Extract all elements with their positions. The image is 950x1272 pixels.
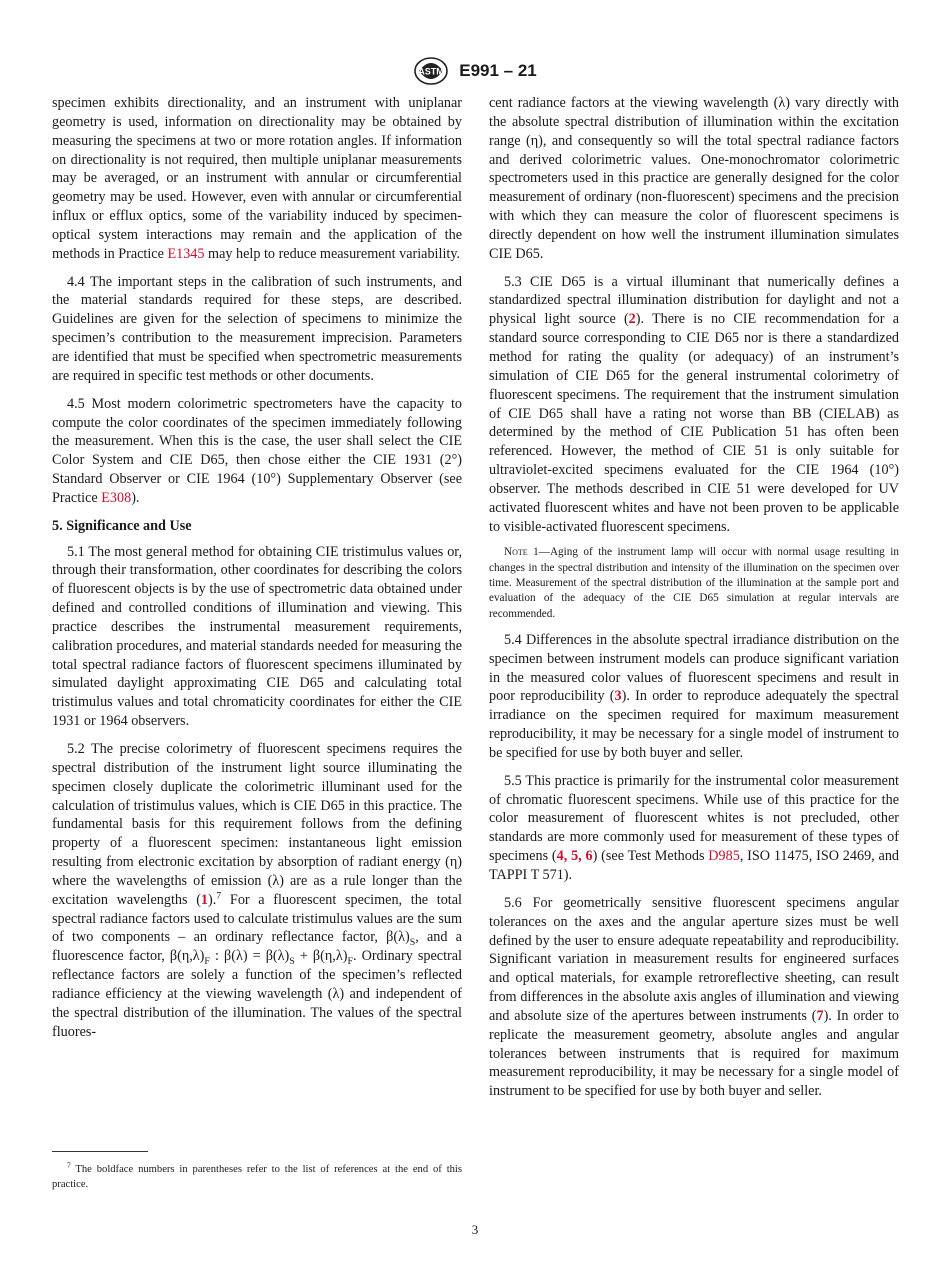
paragraph-5-5: 5.5 This practice is primarily for the instrumental color measurement of chromatic fluorescent specimens. While use of this practice for the color measurement of fluorescent whites is not precluded, other standards are more commonly used for measurement of these types of specimens (4, 5, 6) (see Test Methods D985, ISO 11475, ISO 2469, and TAPPI T 571). xyxy=(489,772,900,884)
left-column xyxy=(52,94,462,1051)
paragraph-4-5: 4.5 Most modern colorimetric spectrometers have the capacity to compute the color coordinates of the specimen immediately following the measurement. When this is the case, the user shall select the CIE Color System and CIE D65, then chose either the CIE 1931 (2°) Standard Observer or CIE 1964 (10°) Supplementary Observer (see Practice E308). xyxy=(52,395,462,506)
right-column xyxy=(489,94,899,1110)
page-number: 3 xyxy=(471,1222,479,1237)
link-d985[interactable]: D985 xyxy=(708,848,740,865)
footnote-marker[interactable]: 7 xyxy=(216,890,222,902)
svg-text:ASTM: ASTM xyxy=(418,66,444,77)
link-e308[interactable]: E308 xyxy=(101,489,132,506)
reference-1[interactable]: 1 xyxy=(200,891,209,908)
astm-logo-icon xyxy=(413,57,449,85)
paragraph-5-6: 5.6 For geometrically sensitive fluorescent specimens angular tolerances on the axes and the angular aperture sizes must be well defined by the user to ensure adequate repeatability and reproducibility. Significant variation in measurement results for engineered surfaces and optical materials, for example retroreflective sheeting, can result from differences in the absolute axis angles of illumination and viewing and absolute size of the apertures between instruments (7). In order to replicate the measurement geometry, absolute angles and angular tolerances between instruments that is required for maximum measurement reproducibility, it may be necessary for a single model of instrument to be specified for use by both buyer and seller. xyxy=(489,894,899,1100)
note-label: Note 1 xyxy=(504,546,539,559)
footnote: $^7$ The boldface numbers in parentheses refer to the list of references at the end of this practice. xyxy=(52,1160,462,1190)
document-id: E991 – 21 xyxy=(459,61,537,80)
reference-7[interactable]: 7 xyxy=(816,1007,824,1024)
paragraph-4-4: 4.4 The important steps in the calibration of such instruments, and the material standards required for these steps, are described. Guidelines are given for the selection of specimens to minimize the specimen’s contribution to the measurement imprecision. Parameters are identified that must be specified when spectrometric measurements are required in specific test methods or other documents. xyxy=(52,273,462,384)
paragraph-5-4: 5.4 Differences in the absolute spectral irradiance distribution on the specimen between instrument models can produce significant variation in the measured color values of fluorescent specimens and result in poor reproducibility (3). In order to reproduce adequately the spectral irradiance on the specimen required for maximum measurement reproducibility, it may be necessary for a single model of instrument to be specified for use by both buyer and seller. xyxy=(489,631,899,761)
reference-2[interactable]: 2 xyxy=(628,311,636,328)
section-heading: 5. Significance and Use xyxy=(52,517,192,534)
paragraph-5-1: 5.1 The most general method for obtaining CIE tristimulus values or, through their transformation, other coordinates for describing the colors of fluorescent objects is by the use of spectrometric data obtained under defined and controlled conditions of illumination and viewing. This practice describes the instrumental measurement requirements, calibration procedures, and material standards needed for measuring the total spectral radiance factors of fluorescent specimens illuminated by simulated daylight approximating CIE D65 and calculating total tristimulus values and total chromaticity coordinates for either the CIE 1931 or 1964 observers. xyxy=(52,543,462,730)
references-4-5-6[interactable]: 4, 5, 6 xyxy=(556,848,593,865)
footnote-divider xyxy=(52,1151,148,1152)
page-header xyxy=(0,57,950,85)
note-1: Note 1—Aging of the instrument lamp will occur with normal usage resulting in changes in the spectral distribution and intensity of the illumination on the specimen over time. Measurement of the spectral distribution of the illumination at the sample port and evaluation of the adequacy of the CIE D65 simulation at regular intervals are recommended. xyxy=(489,546,899,620)
link-e1345[interactable]: E1345 xyxy=(167,245,205,262)
reference-3[interactable]: 3 xyxy=(614,688,622,705)
paragraph-4-3-continued: specimen exhibits directionality, and an instrument with uniplanar geometry is used, information on directionality may be obtained by measuring the specimens at two or more rotation angles. If information on directionality is not required, then multiple uniplanar measurements may be averaged, or an instrument with annular or circumferential geometry may be used. However, even with annular or circumferential influx or efflux optics, some of the variability induced by specimen-optical system interactions may remain and the application of the methods in Practice E1345 may help to reduce measurement variability. xyxy=(52,95,462,262)
paragraph-5-2-continued: cent radiance factors at the viewing wavelength (λ) vary directly with the absolute spectral distribution of illumination within the excitation range (η), and consequently so will the total spectral radiance factors and derived colorimetric values. One-monochromator colorimetric spectrometers used in this practice are generally designed for the color measurement of ordinary (non-fluorescent) specimens and the precision with which they can measure the color of fluorescent specimens is directly dependent on how well the instrument illumination simulates CIE D65. xyxy=(489,95,899,262)
paragraph-5-3: 5.3 CIE D65 is a virtual illuminant that numerically defines a standardized spectral illumination distribution for daylight and not a physical light source (2). There is no CIE recommendation for a standard source corresponding to CIE D65 nor is there a standardized method for rating the quality (or adequacy) of an instrument’s simulation of CIE D65 for the general instrumental colorimetry of fluorescent specimens. The requirement that the instrument simulation of CIE D65 shall have a rating not worse than BB (CIELAB) as determined by the method of CIE Publication 51 has often been referenced. However, the method of CIE 51 is only suitable for ultraviolet-excited specimens evaluated for the CIE 1964 (10°) observer. The methods described in CIE 51 were developed for UV activated fluorescent whites and have not been proven to be applicable to visible-activated fluorescent specimens. xyxy=(489,273,899,535)
paragraph-5-2: 5.2 The precise colorimetry of fluorescent specimens requires the spectral distribution of the instrument light source illuminating the specimen closely duplicate the colorimetric illuminant used for the calculation of tristimulus values, which is CIE D65 in this practice. The fundamental basis for this requirement follows from the defining property of a fluorescent specimen: instantaneous light emission resulting from electronic excitation by absorption of radiant energy (η) where the wavelengths of emission (λ) are as a rule longer than the excitation wavelengths (1).$^7$ For a fluorescent specimen, the total spectral radiance factors used to calculate tristimulus values are the sum of two components – an ordinary reflectance factor, $\beta(\lambda)_S$, and a fluorescence factor, $\beta(\eta,\lambda)_F$ : $\beta(\lambda) = \beta(\lambda)_S + \beta(\eta,\lambda)_F$. Ordinary spectral reflectance factors are solely a function of the specimen’s reflected radiance efficiency at the viewing wavelength (λ) and independent of the spectral distribution of the illumination. The values of the spectral fluores- xyxy=(52,741,462,1040)
